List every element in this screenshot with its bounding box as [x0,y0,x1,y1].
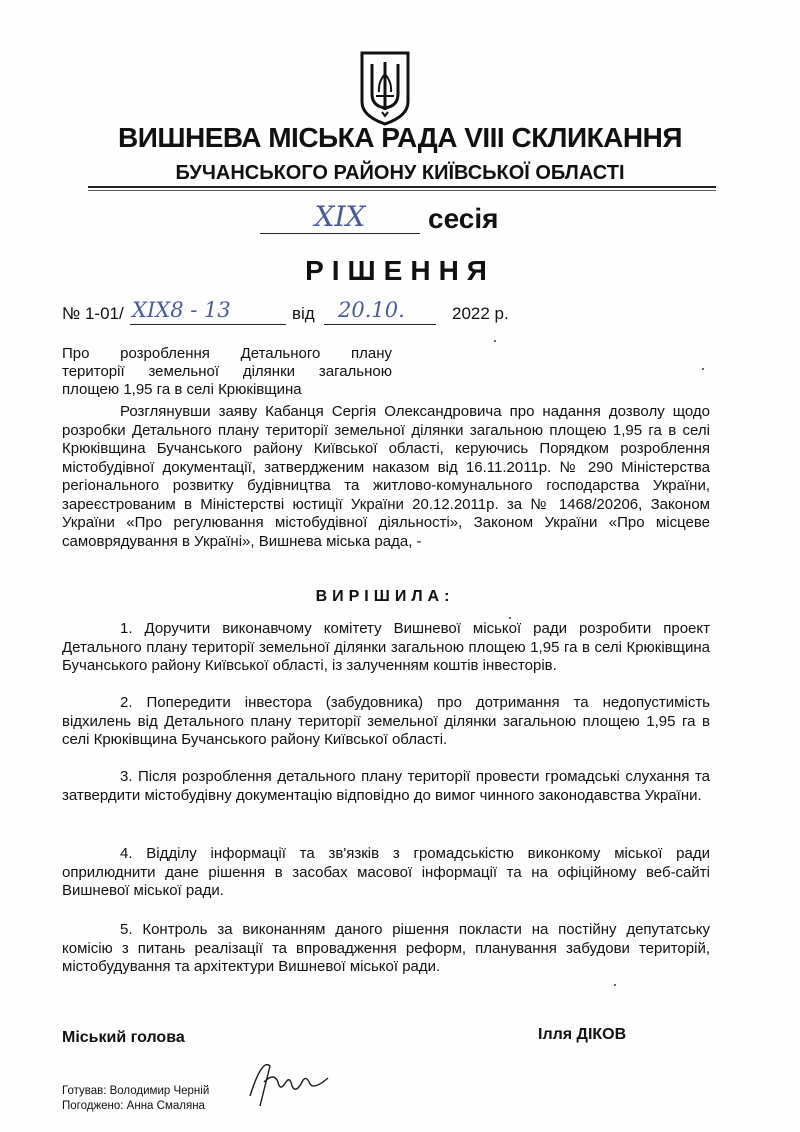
decision-point: 4. Відділу інформації та зв'язків з громадськістю виконкому міської ради оприлюднити дане рішення в засобах масової інформації та на офіційному веб-сайті Вишневої міської ради. [62,845,710,899]
preamble-paragraph: Розглянувши заяву Кабанця Сергія Олександровича про надання дозволу щодо розробки Детального плану території земельної ділянки загальною площею 1,95 га в селі Крюківщина Бучанського району Київської області, керуючись Порядком розроблення містобудівної документації, затвердженим наказом від 16.11.2011р. № 290 Міністерства регіонального розвитку будівництва та житлово-комунального господарства України, зареєстрованим в Міністерстві юстиції України 20.12.2011р. за № 1468/20206, Законом України «Про регулювання містобудівної діяльності», Законом України «Про місцеве самоврядування в Україні», Вишнева міська рада, - [62,403,710,550]
date-from-label: від [292,304,315,323]
header-rule [88,186,716,188]
scan-speck [509,617,511,619]
document-title: РІШЕННЯ [305,255,495,286]
decision-point: 3. Після розроблення детального плану території провести громадські слухання та затвердити містобудівну документацію відповідно до вимог чинного законодавства України. [62,768,710,804]
decision-number-handwritten: XIX8 - 13 [132,298,231,322]
scan-speck [614,984,616,986]
district-name: БУЧАНСЬКОГО РАЙОНУ КИЇВСЬКОЇ ОБЛАСТІ [175,162,625,184]
handwritten-signature [240,1052,332,1110]
decided-heading: ВИРІШИЛА: [315,588,455,605]
header-rule-thin [88,190,716,191]
subject-line: території земельної ділянки загальною [62,363,392,380]
mayor-name: Ілля ДІКОВ [538,1026,627,1043]
subject-line: Про розроблення Детального плану [62,345,392,362]
scan-speck [702,368,704,370]
decision-number-underline [130,324,286,325]
decision-date-handwritten: 20.10. [338,298,405,322]
agreed-by: Погоджено: Анна Смаляна [62,1100,205,1112]
subject-line: площею 1,95 га в селі Крюківщина [62,381,302,398]
decision-number-prefix: № 1-01/ [62,304,124,323]
council-name: ВИШНЕВА МІСЬКА РАДА VIII СКЛИКАННЯ [118,122,682,153]
session-label: сесія [428,203,499,234]
decision-date-underline [324,324,436,325]
decision-point: 1. Доручити виконавчому комітету Вишневої міської ради розробити проект Детального плану території земельної ділянки загальною площею 1,95 га в селі Крюківщина Бучанського району Київської області, із залученням коштів інвесторів. [62,620,710,674]
decision-subject [62,345,392,399]
session-number-handwritten: XIX [314,200,366,233]
decision-point: 2. Попередити інвестора (забудовника) про дотримання та недопустимість відхилень від Детального плану території земельної ділянки загальною площею 1,95 га в селі Крюківщина Бучанського району Київської області. [62,694,710,748]
session-underline [260,233,420,234]
scan-speck [494,340,496,342]
decision-point: 5. Контроль за виконанням даного рішення покласти на постійну депутатську комісію з питань реалізації та впровадження реформ, планування забудови територій, містобудування та архітектури Вишневої міської ради. [62,921,710,975]
coat-of-arms-icon [358,50,412,126]
approval-block [62,1084,209,1114]
mayor-title: Міський голова [62,1029,185,1046]
decision-year: 2022 р. [452,304,509,323]
prepared-by: Готував: Володимир Черній [62,1085,210,1097]
